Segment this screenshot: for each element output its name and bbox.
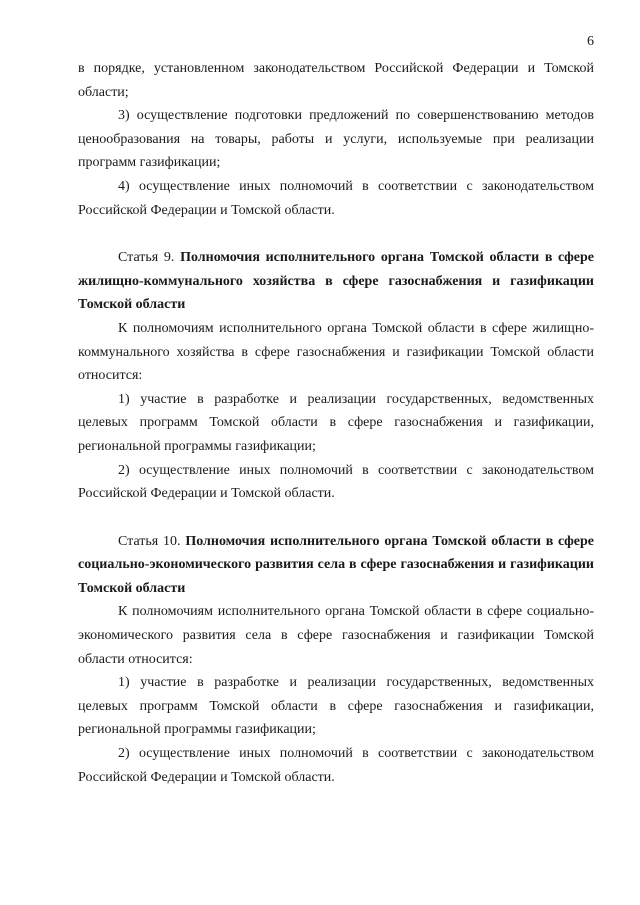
- article-10-title: Полномочия исполнительного органа Томской области в сфере социально-экономического развития села в сфере газоснабжения и газификации Томской области: [78, 533, 594, 596]
- article-10-lead-paragraph: К полномочиям исполнительного органа Томской области в сфере социально-экономического развития села в сфере газоснабжения и газификации Томской области относится:: [78, 604, 594, 667]
- article-10-item-2: 2) осуществление иных полномочий в соответствии с законодательством Российской Федерации и Томской области.: [78, 746, 594, 785]
- article-10-item-1: 1) участие в разработке и реализации государственных, ведомственных целевых программ Томской области в сфере газоснабжения и газификации, региональной программы газификации;: [78, 675, 594, 738]
- article-9-prefix: Статья 9.: [118, 250, 181, 266]
- article-9-item-1: 1) участие в разработке и реализации государственных, ведомственных целевых программ Томской области в сфере газоснабжения и газификации, региональной программы газификации;: [78, 391, 594, 454]
- page-number: 6: [587, 34, 594, 49]
- intro-paragraph-continuation: в порядке, установленном законодательством Российской Федерации и Томской области;: [78, 61, 594, 100]
- article-9-heading: [78, 246, 594, 317]
- article-9-item-2: 2) осуществление иных полномочий в соответствии с законодательством Российской Федерации и Томской области.: [78, 462, 594, 502]
- article-9-lead-paragraph: К полномочиям исполнительного органа Томской области в сфере жилищно-коммунального хозяйства в сфере газоснабжения и газификации Томской области относится:: [78, 320, 594, 384]
- document-body: [78, 57, 594, 789]
- article-10-prefix: Статья 10.: [118, 533, 186, 549]
- section-spacer: [78, 506, 594, 530]
- article-9-title: Полномочия исполнительного органа Томской области в сфере жилищно-коммунального хозяйства в сфере газоснабжения и газификации Томской области: [78, 250, 594, 313]
- intro-paragraph-item-4: 4) осуществление иных полномочий в соответствии с законодательством Российской Федерации и Томской области.: [78, 178, 594, 218]
- section-spacer: [78, 222, 594, 246]
- article-10-heading: [78, 530, 594, 601]
- intro-paragraph-item-3: 3) осуществление подготовки предложений по совершенствованию методов ценообразования на товары, работы и услуги, используемые при реализации программ газификации;: [78, 108, 594, 171]
